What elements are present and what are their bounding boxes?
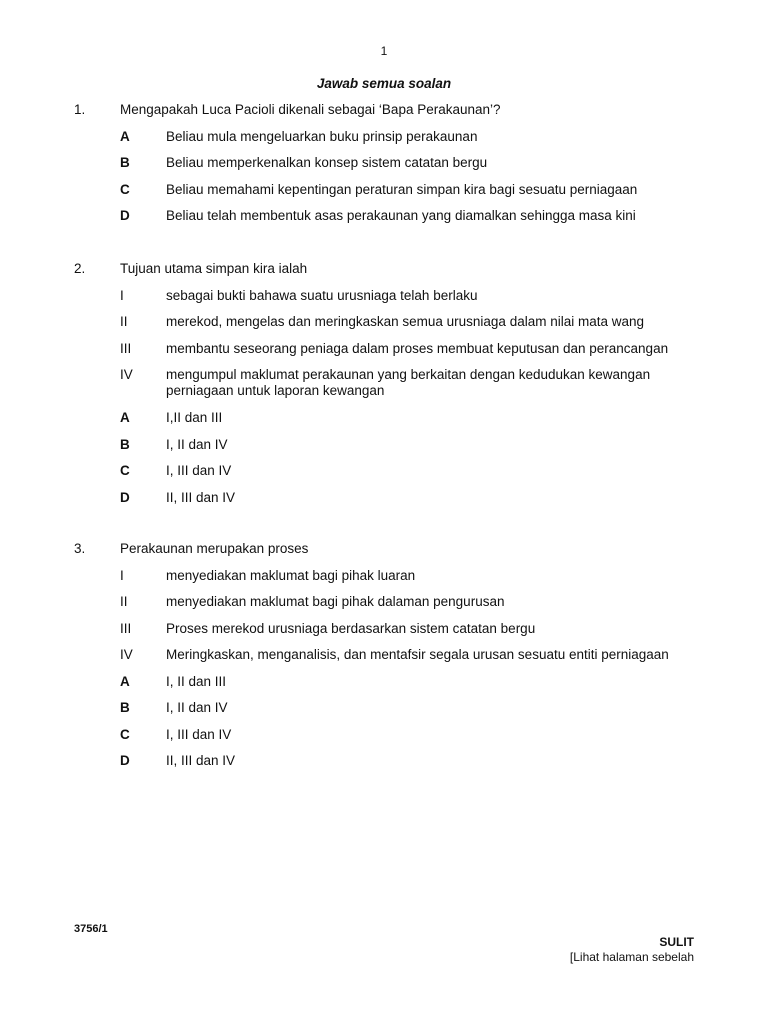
option-a: [74, 410, 714, 437]
statement-iii: [74, 341, 714, 368]
option-d: [74, 753, 714, 780]
option-mark: C: [120, 726, 130, 742]
statement-text: Proses merekod urusniaga berdasarkan sistem catatan bergu: [166, 620, 536, 636]
option-b: [74, 437, 714, 464]
classification-label: SULIT: [659, 935, 694, 949]
question-stem: Tujuan utama simpan kira ialah: [120, 261, 308, 276]
option-text: I, III dan IV: [166, 726, 232, 742]
question-stem: Mengapakah Luca Pacioli dikenali sebagai ‘Bapa Perakaunan’?: [120, 102, 501, 117]
statement-text: menyediakan maklumat bagi pihak dalaman pengurusan: [166, 594, 505, 609]
statement-mark: III: [120, 620, 132, 636]
option-a: [74, 674, 714, 701]
statement-ii: [74, 314, 714, 341]
option-c: [74, 182, 714, 209]
statement-text: merekod, mengelas dan meringkaskan semua urusniaga dalam nilai mata wang: [166, 314, 645, 329]
statement-ii: [74, 594, 714, 621]
statement-mark: I: [120, 287, 124, 303]
statement-mark: I: [120, 567, 124, 583]
statement-text: sebagai bukti bahawa suatu urusniaga telah berlaku: [166, 287, 478, 303]
option-mark: A: [120, 410, 130, 425]
option-d: [74, 490, 714, 517]
statement-mark: III: [120, 340, 132, 356]
option-c: [74, 727, 714, 754]
option-text: Beliau memahami kepentingan peraturan simpan kira bagi sesuatu perniagaan: [166, 181, 638, 197]
question-3: [74, 541, 714, 780]
statement-text: Meringkaskan, menganalisis, dan mentafsir segala urusan sesuatu entiti perniagaan: [166, 647, 669, 662]
option-text: II, III dan IV: [166, 753, 236, 768]
question-number: 2.: [74, 261, 86, 276]
option-mark: D: [120, 489, 130, 505]
option-mark: C: [120, 463, 130, 478]
option-mark: B: [120, 700, 130, 715]
option-b: [74, 155, 714, 182]
statement-mark: II: [120, 314, 128, 329]
option-mark: C: [120, 181, 130, 197]
instruction-heading: Jawab semua soalan: [316, 76, 452, 91]
statement-iii: [74, 621, 714, 648]
question-stem: Perakaunan merupakan proses: [120, 541, 309, 556]
option-text: I, II dan IV: [166, 700, 228, 715]
page-number: 1: [380, 44, 388, 58]
option-text: II, III dan IV: [166, 489, 236, 505]
option-d: [74, 208, 714, 235]
paper-code: 3756/1: [74, 923, 108, 935]
statement-text: membantu seseorang peniaga dalam proses membuat keputusan dan perancangan: [166, 340, 669, 356]
statement-iv: [74, 647, 714, 674]
question-number: 3.: [74, 541, 86, 556]
statement-mark: IV: [120, 647, 133, 662]
option-text: I,II dan III: [166, 410, 223, 425]
option-c: [74, 463, 714, 490]
option-mark: A: [120, 128, 130, 144]
statement-i: [74, 568, 714, 595]
statement-text: mengumpul maklumat perakaunan yang berkaitan dengan kedudukan kewangan perniagaan untuk laporan kewangan: [166, 367, 651, 398]
question-number: 1.: [74, 102, 86, 117]
option-text: Beliau mula mengeluarkan buku prinsip perakaunan: [166, 128, 478, 144]
option-text: I, II dan III: [166, 673, 227, 689]
option-a: [74, 129, 714, 156]
option-text: I, II dan IV: [166, 436, 228, 452]
option-text: I, III dan IV: [166, 463, 232, 478]
next-page-note: [Lihat halaman sebelah: [569, 950, 694, 964]
option-mark: D: [120, 208, 130, 223]
option-mark: D: [120, 753, 130, 768]
question-2: [74, 261, 714, 516]
option-mark: A: [120, 673, 130, 689]
option-b: [74, 700, 714, 727]
option-text: Beliau memperkenalkan konsep sistem catatan bergu: [166, 155, 488, 170]
statement-i: [74, 288, 714, 315]
option-mark: B: [120, 436, 130, 452]
statement-iv: [74, 367, 714, 410]
option-text: Beliau telah membentuk asas perakaunan yang diamalkan sehingga masa kini: [166, 208, 636, 223]
question-1: [74, 102, 714, 235]
statement-text: menyediakan maklumat bagi pihak luaran: [166, 567, 416, 583]
statement-mark: II: [120, 594, 128, 609]
option-mark: B: [120, 155, 130, 170]
statement-mark: IV: [120, 367, 133, 382]
